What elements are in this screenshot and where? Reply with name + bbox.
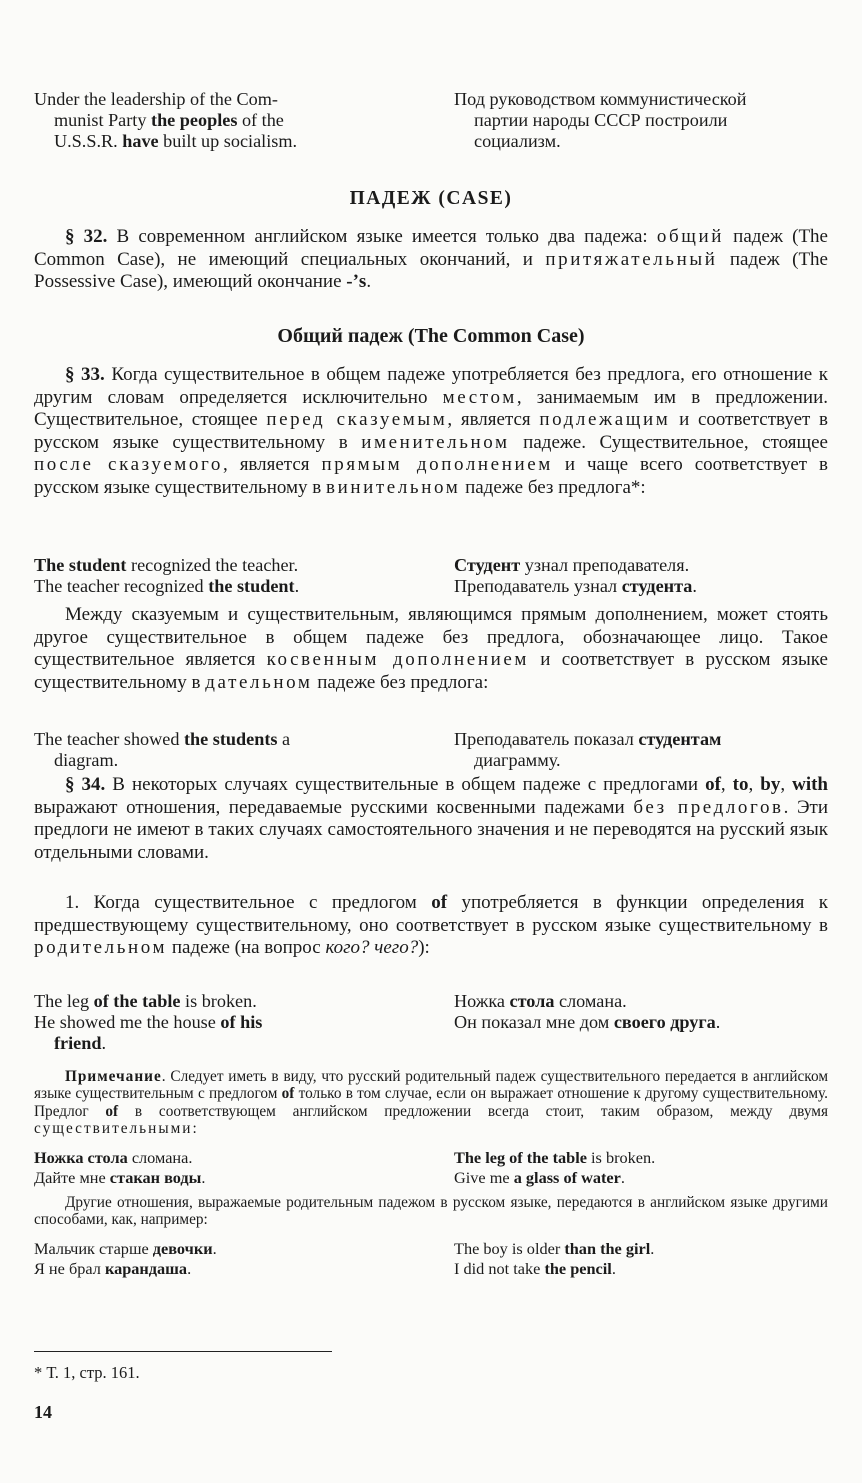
bold-text: карандаша: [104, 1259, 188, 1278]
text-line: [454, 1012, 828, 1033]
text: и соответствует в русском языке существительному в: [34, 649, 828, 693]
paragraph-32: [34, 226, 828, 294]
text: падеже без предлога:: [312, 671, 489, 693]
text: .: [201, 1168, 206, 1187]
text-line: [454, 1259, 828, 1279]
spaced-term: именительном: [361, 431, 510, 453]
example-english: [454, 1148, 828, 1188]
text: .: [715, 1012, 721, 1032]
text: В некоторых случаях существительные в общем падеже с предлогами: [105, 774, 706, 795]
bold-text: a glass of water: [513, 1168, 621, 1187]
text: The boy is older: [454, 1239, 565, 1258]
subsection-heading: Общий падеж (The Common Case): [277, 325, 585, 347]
preposition: by: [760, 774, 781, 795]
bold-text: The leg of the table: [454, 1148, 587, 1167]
text: Ножка: [454, 991, 510, 1011]
bold-text: the pencil: [544, 1259, 612, 1278]
text: recognized the teacher.: [126, 555, 299, 575]
example-russian: [454, 555, 828, 597]
text-line: [454, 991, 828, 1012]
text: ,: [720, 774, 733, 795]
example-english: [34, 555, 418, 597]
example-russian: [454, 729, 828, 771]
spaced-term: родительном: [34, 937, 168, 959]
example-russian: [454, 991, 828, 1054]
text: Он показал мне дом: [454, 1012, 614, 1032]
spaced-term: дательном: [205, 671, 313, 693]
text-line: [34, 110, 418, 131]
text: Преподаватель показал: [454, 729, 639, 749]
paragraph-34: [34, 774, 828, 864]
text: падеж (The Possessive Case), имеющий окончание: [34, 248, 828, 293]
paragraph-number: § 34.: [65, 774, 106, 795]
bold-text: of his: [220, 1012, 263, 1032]
footnote-divider: [34, 1351, 332, 1352]
text: Преподаватель узнал: [454, 576, 622, 596]
note: [34, 1068, 828, 1138]
note-example: [34, 1148, 828, 1188]
bold-text: than the girl: [564, 1239, 651, 1258]
example-english: [454, 1239, 828, 1279]
paragraph-33: [34, 364, 828, 500]
text: Когда существительное в общем падеже употребляется без предлога, его отношение к другим словам определяется исключительно: [34, 364, 829, 408]
text: built up socialism.: [158, 131, 298, 151]
text: .: [650, 1239, 655, 1258]
text: I did not take: [454, 1259, 545, 1278]
text: и соответствует в русском языке существительному в: [34, 409, 829, 453]
example-33-indirect: [34, 729, 828, 771]
text: .: [187, 1259, 192, 1278]
example-russian: [34, 1239, 418, 1279]
spaced-term: притяжательный: [545, 248, 718, 270]
text: is broken.: [180, 991, 257, 1011]
text: 1. Когда существительное с предлогом: [65, 892, 432, 913]
text-line: [454, 1239, 828, 1259]
text: падеже. Существительное, стоящее: [509, 431, 828, 453]
bold-text: своего друга: [613, 1012, 716, 1032]
text: :: [192, 1120, 197, 1138]
text: сломана.: [554, 991, 627, 1011]
bold-text: стакан воды: [109, 1168, 202, 1187]
text: падеже (на вопрос: [167, 937, 326, 959]
spaced-term: прямым дополнением: [321, 454, 553, 476]
text: ,: [780, 774, 793, 795]
text: . Эти предлоги не имеют в таких случаях самостоятельного значения и не переводятся на русский язык отдельными словами.: [34, 796, 829, 863]
note-label: Примечание: [65, 1068, 162, 1085]
text: The teacher recognized: [34, 576, 209, 596]
text-line: [34, 1033, 418, 1054]
spaced-term: винительном: [326, 476, 461, 498]
text-line: [34, 1012, 418, 1033]
paragraph-number: § 33.: [65, 364, 105, 385]
preposition: of: [705, 774, 721, 795]
spaced-term: без предлогов: [633, 796, 784, 818]
spaced-term: подлежащим: [539, 409, 671, 431]
text-line: [34, 555, 418, 576]
bold-text: Ножка стола: [34, 1148, 128, 1167]
text-line: [34, 1148, 418, 1168]
spaced-term: существительными: [34, 1120, 193, 1138]
section-heading: ПАДЕЖ (CASE): [349, 188, 513, 209]
bold-suffix: -’s: [346, 271, 367, 293]
text-line: [454, 1168, 828, 1188]
text: He showed me the house: [34, 1012, 221, 1032]
text-line: [34, 576, 418, 597]
text-line: [454, 555, 828, 576]
text-line: [34, 131, 418, 152]
example-russian: [454, 89, 828, 152]
preposition: of: [281, 1085, 295, 1103]
italic-text: кого? чего?: [325, 937, 419, 959]
text: .: [620, 1168, 625, 1187]
text: падеж (The Common Case), не имеющий специальных окончаний, и: [34, 226, 828, 270]
text: , является: [447, 409, 540, 431]
text: is broken.: [586, 1148, 656, 1167]
text-line: Under the leadership of the Com-: [34, 89, 278, 109]
text-line: диаграмму.: [474, 750, 561, 770]
text-line: Под руководством коммунистической: [454, 89, 747, 109]
text: U.S.S.R.: [54, 131, 123, 151]
text: .: [212, 1239, 217, 1258]
text: , является: [222, 454, 322, 476]
text: Give me: [454, 1168, 514, 1187]
bold-text: Студент: [454, 555, 521, 575]
spaced-term: после сказуемого: [34, 454, 223, 476]
paragraph-33-indirect-object: [34, 604, 828, 694]
footnote: * Т. 1, стр. 161.: [34, 1363, 140, 1382]
example-english: [34, 991, 418, 1054]
text: в соответствующем английском предложении всегда стоит, таким образом, между двумя: [118, 1102, 828, 1120]
text-line: [454, 1148, 828, 1168]
preposition: of: [431, 892, 448, 913]
text: В современном английском языке имеется только два падежа:: [107, 226, 657, 247]
bold-text: студентам: [638, 729, 722, 749]
text-line: [34, 1239, 418, 1259]
text: ,: [748, 774, 761, 795]
bold-text: the student: [208, 576, 295, 596]
text: Между сказуемым и существительным, являющимся прямым дополнением, может стоять другое существительное в общем падеже без предлога, обозначающее лицо. Такое существительное является: [34, 604, 828, 671]
spaced-term: перед сказуемым: [266, 409, 448, 431]
text: узнал преподавателя.: [520, 555, 690, 575]
text-line: [34, 1259, 418, 1279]
text: только в том случае, если он выражает отношение к другому существительному. Предлог: [34, 1085, 829, 1120]
bold-text: стола: [509, 991, 555, 1011]
example-34: [34, 991, 828, 1054]
bold-text: the students: [183, 729, 278, 749]
bold-text: the peoples: [151, 110, 238, 130]
text-line: партии народы СССР построили: [474, 110, 728, 130]
spaced-term: местом: [442, 386, 517, 408]
text: .: [692, 576, 697, 596]
example-english: [34, 729, 418, 771]
bold-text: девочки: [152, 1239, 213, 1258]
text: The teacher showed: [34, 729, 184, 749]
text-line: [454, 576, 828, 597]
example-33: [34, 555, 828, 597]
preposition: to: [732, 774, 749, 795]
intro-example: [34, 89, 828, 152]
text: сломана.: [127, 1148, 193, 1167]
note-example-2: [34, 1239, 828, 1279]
text: , занимаемым им в предложении. Существительное, стоящее: [34, 386, 828, 431]
text-line: [34, 991, 418, 1012]
text: Мальчик старше: [34, 1239, 153, 1258]
preposition: with: [792, 774, 829, 795]
paragraph-number: § 32.: [65, 226, 108, 247]
text: ):: [418, 937, 430, 959]
text: Дайте мне: [34, 1168, 110, 1187]
text: падеже без предлога*:: [460, 476, 646, 498]
bold-text: of the table: [93, 991, 181, 1011]
text: . Следует иметь в виду, что русский родительный падеж существительного передается в английском языке существительным с предлогом: [34, 1068, 828, 1103]
spaced-term: общий: [656, 226, 724, 247]
bold-text: The student: [34, 555, 127, 575]
page-number: 14: [34, 1402, 52, 1422]
bold-text: студента: [621, 576, 693, 596]
text: .: [101, 1033, 107, 1053]
text: выражают отношения, передаваемые русскими косвенными падежами: [34, 796, 634, 818]
paragraph-34-item-1: [34, 892, 828, 960]
bold-text: have: [122, 131, 159, 151]
text: употребляется в функции определения к предшествующему существительному, оно соответствует в русском языке существительному в: [34, 892, 828, 936]
text-line: [454, 729, 828, 750]
note-other-relations: Другие отношения, выражаемые родительным падежом в русском языке, передаются в английском языке другими способами, как, например:: [34, 1194, 828, 1229]
text: a: [277, 729, 291, 749]
text: Я не брал: [34, 1259, 105, 1278]
text-line: [34, 729, 418, 750]
spaced-term: косвенным дополнением: [266, 649, 530, 671]
text: of the: [237, 110, 284, 130]
text: .: [294, 576, 300, 596]
text: munist Party: [54, 110, 152, 130]
text-line: [34, 1168, 418, 1188]
example-russian: [34, 1148, 418, 1188]
preposition: of: [105, 1102, 119, 1120]
text: .: [611, 1259, 616, 1278]
text-line: социализм.: [474, 131, 561, 151]
text-line: diagram.: [54, 750, 119, 770]
text: The leg: [34, 991, 94, 1011]
example-english: [34, 89, 418, 152]
text: и чаще всего соответствует в русском языке существительному в: [34, 454, 828, 498]
bold-text: friend: [54, 1033, 102, 1053]
text: .: [366, 271, 372, 293]
